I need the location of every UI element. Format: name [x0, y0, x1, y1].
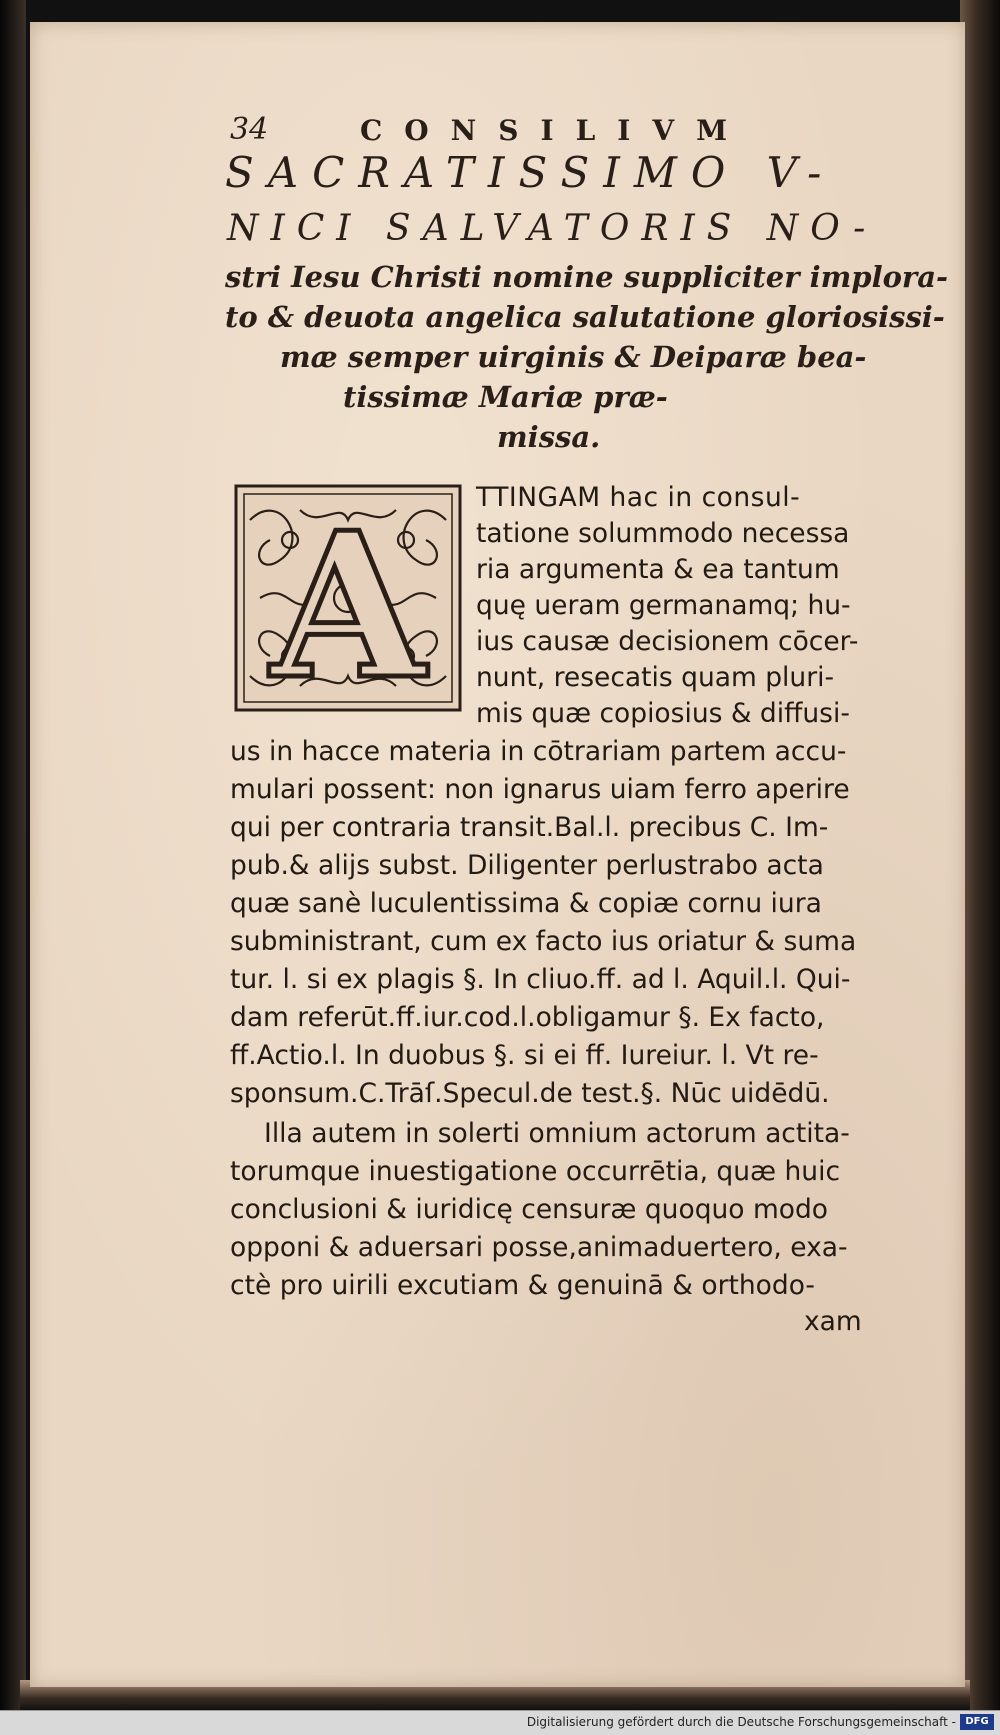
body-line: conclusioni & iuridicę censuræ quoquo modo	[230, 1194, 829, 1225]
page-number: 34	[230, 112, 269, 147]
body-line: pub.& alijs subst. Diligenter perlustrabo acta	[230, 850, 824, 881]
title-line: SACRATISSIMO V-	[225, 148, 836, 197]
decorated-initial-a	[230, 480, 466, 716]
body-line: quæ sanè luculentissima & copiæ cornu iura	[230, 888, 822, 919]
dfg-logo: DFG	[960, 1714, 994, 1730]
running-header	[230, 112, 850, 152]
title-line: to & deuota angelica salutatione gloriosissi-	[225, 300, 945, 334]
body-line: sponsum.C.Trāſ.Specul.de test.§. Nūc uidēdū.	[230, 1078, 830, 1109]
body-line: dam referūt.ff.iur.cod.l.obligamur §. Ex facto,	[230, 1002, 825, 1033]
body-line: quę ueram germanamq; hu-	[476, 590, 851, 621]
title-line: stri Iesu Christi nomine suppliciter implora-	[225, 260, 949, 294]
body-line: torumque inuestigatione occurrētia, quæ huic	[230, 1156, 841, 1187]
body-line: us in hacce materia in cōtrariam partem accu-	[230, 736, 847, 767]
initial-letter: A	[270, 489, 426, 716]
title-line: tissimæ Mariæ præ-	[343, 380, 668, 414]
digitization-footer	[0, 1710, 1000, 1735]
body-line: ff.Actio.l. In duobus §. si ei ff. Iureiur. l. Vt re-	[230, 1040, 819, 1071]
title-line: NICI SALVATORIS NO-	[227, 208, 878, 249]
body-line: nunt, resecatis quam pluri-	[476, 662, 835, 693]
body-line: ctè pro uirili excutiam & genuinā & orthodo-	[230, 1270, 815, 1301]
body-line: Illa autem in solerti omnium actorum actita-	[264, 1118, 850, 1149]
body-line: subministrant, cum ex facto ius oriatur & suma	[230, 926, 857, 957]
book-edge-left	[0, 0, 26, 1734]
digitization-credit: Digitalisierung gefördert durch die Deutsche Forschungsgemeinschaft -	[526, 1715, 956, 1729]
body-line: mulari possent: non ignarus uiam ferro aperire	[230, 774, 850, 805]
body-line: ria argumenta & ea tantum	[476, 554, 840, 585]
title-line: missa.	[497, 420, 601, 454]
body-line: qui per contraria transit.Bal.l. precibus C. Im-	[230, 812, 829, 843]
running-head: CONSILIVM	[360, 114, 750, 147]
catchword: xam	[804, 1306, 862, 1337]
body-line: tur. l. si ex plagis §. In cliuo.ff. ad l. Aquil.l. Qui-	[230, 964, 851, 995]
body-line: mis quæ copiosius & diffusi-	[476, 698, 850, 729]
title-line: mæ semper uirginis & Deiparæ bea-	[280, 340, 867, 374]
body-line: TTINGAM hac in consul-	[476, 482, 801, 513]
body-text	[230, 480, 870, 1337]
body-line: ius causæ decisionem cōcer-	[476, 626, 859, 657]
body-line: tatione solummodo necessa	[476, 518, 850, 549]
body-line: opponi & aduersari posse,animaduertero, exa-	[230, 1232, 848, 1263]
book-edge-right	[960, 0, 1000, 1734]
